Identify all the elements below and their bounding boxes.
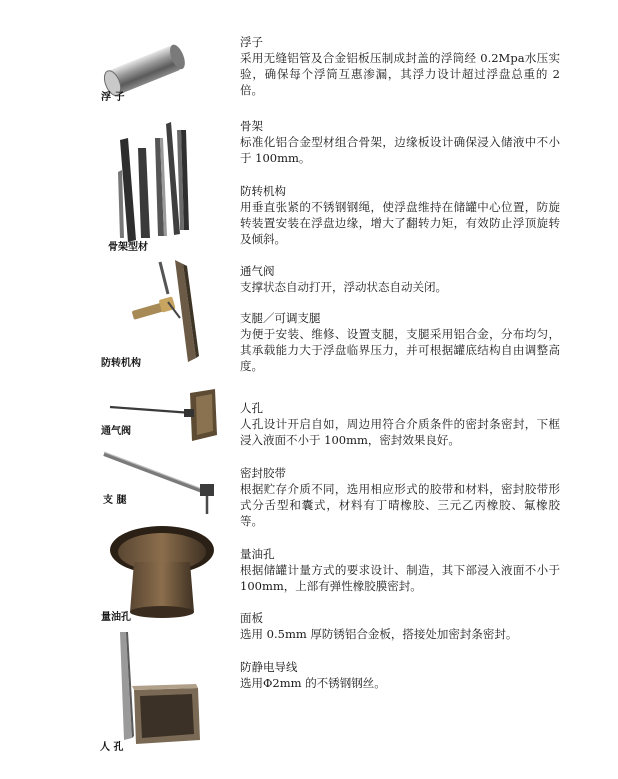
spec-item bbox=[240, 400, 560, 448]
spec-title: 通气阀 bbox=[240, 264, 275, 278]
spec-title: 面板 bbox=[240, 611, 263, 625]
anti-rotation-icon bbox=[0, 258, 230, 368]
spec-item bbox=[240, 659, 560, 691]
part-label: 骨架型材 bbox=[108, 242, 148, 253]
spec-title: 防静电导线 bbox=[240, 660, 298, 674]
spec-title: 防转机构 bbox=[240, 184, 286, 198]
part-anti-rotation bbox=[0, 258, 230, 368]
part-label: 人 孔 bbox=[100, 742, 124, 753]
spec-desc: 选用 0.5mm 厚防锈铝合金板，搭接处加密封条密封。 bbox=[240, 627, 518, 641]
spec-desc: 支撑状态自动打开，浮动状态自动关闭。 bbox=[240, 280, 447, 294]
part-manhole bbox=[0, 630, 230, 770]
part-vent-valve bbox=[0, 385, 230, 445]
spec-desc: 人孔设计开启自如，周边用符合介质条件的密封条密封，下框浸入液面不小于 100mm，密封效果良好。 bbox=[240, 417, 560, 447]
spec-desc: 选用Φ2mm 的不锈钢钢丝。 bbox=[240, 676, 386, 690]
spec-desc: 采用无缝铝管及合金铝板压制成封盖的浮筒经 0.2Mpa水压实验，确保每个浮筒互惠渗漏，其浮力设计超过浮盘总重的 2 倍。 bbox=[240, 51, 560, 97]
part-gauge-hatch bbox=[0, 520, 230, 630]
part-frame bbox=[0, 110, 230, 260]
spec-title: 量油孔 bbox=[240, 547, 275, 561]
spec-desc: 为便于安装、维修、设置支腿，支腿采用铝合金，分布均匀，其承载能力大于浮盘临界压力，并可根据罐底结构自由调整高度。 bbox=[240, 327, 560, 373]
spec-desc: 标准化铝合金型材组合骨架，边缘板设计确保浸入储液中不小于 100mm。 bbox=[240, 135, 560, 165]
support-leg-icon bbox=[0, 450, 230, 520]
part-float bbox=[0, 0, 230, 110]
spec-item bbox=[240, 546, 560, 594]
spec-title: 密封胶带 bbox=[240, 466, 286, 480]
spec-desc: 根据贮存介质不同，选用相应形式的胶带和材料，密封胶带形式分舌型和囊式，材料有丁晴橡胶、三元乙丙橡胶、氟橡胶等。 bbox=[240, 482, 560, 528]
spec-item bbox=[240, 183, 560, 247]
part-label: 支 腿 bbox=[103, 495, 127, 506]
spec-title: 骨架 bbox=[240, 119, 263, 133]
spec-item bbox=[240, 34, 560, 98]
part-label: 量油孔 bbox=[101, 612, 131, 623]
spec-title: 浮子 bbox=[240, 35, 263, 49]
spec-desc: 根据储罐计量方式的要求设计、制造，其下部浸入液面不小于 100mm，上部有弹性橡胶膜密封。 bbox=[240, 563, 560, 593]
spec-item bbox=[240, 465, 560, 529]
part-support-leg bbox=[0, 450, 230, 520]
spec-title: 支腿／可调支腿 bbox=[240, 311, 321, 325]
spec-item bbox=[240, 118, 560, 166]
part-label: 防转机构 bbox=[101, 358, 141, 369]
spec-item bbox=[240, 263, 560, 295]
spec-title: 人孔 bbox=[240, 401, 263, 415]
spec-item bbox=[240, 310, 560, 374]
part-label: 通气阀 bbox=[101, 426, 131, 437]
spec-desc: 用垂直张紧的不锈钢钢绳，使浮盘维持在储罐中心位置，防旋转装置安装在浮盘边缘，增大了翻转力矩，有效防止浮顶旋转及倾斜。 bbox=[240, 200, 560, 246]
spec-item bbox=[240, 610, 560, 642]
parts-column bbox=[0, 0, 230, 779]
part-label: 浮 子 bbox=[101, 92, 125, 103]
